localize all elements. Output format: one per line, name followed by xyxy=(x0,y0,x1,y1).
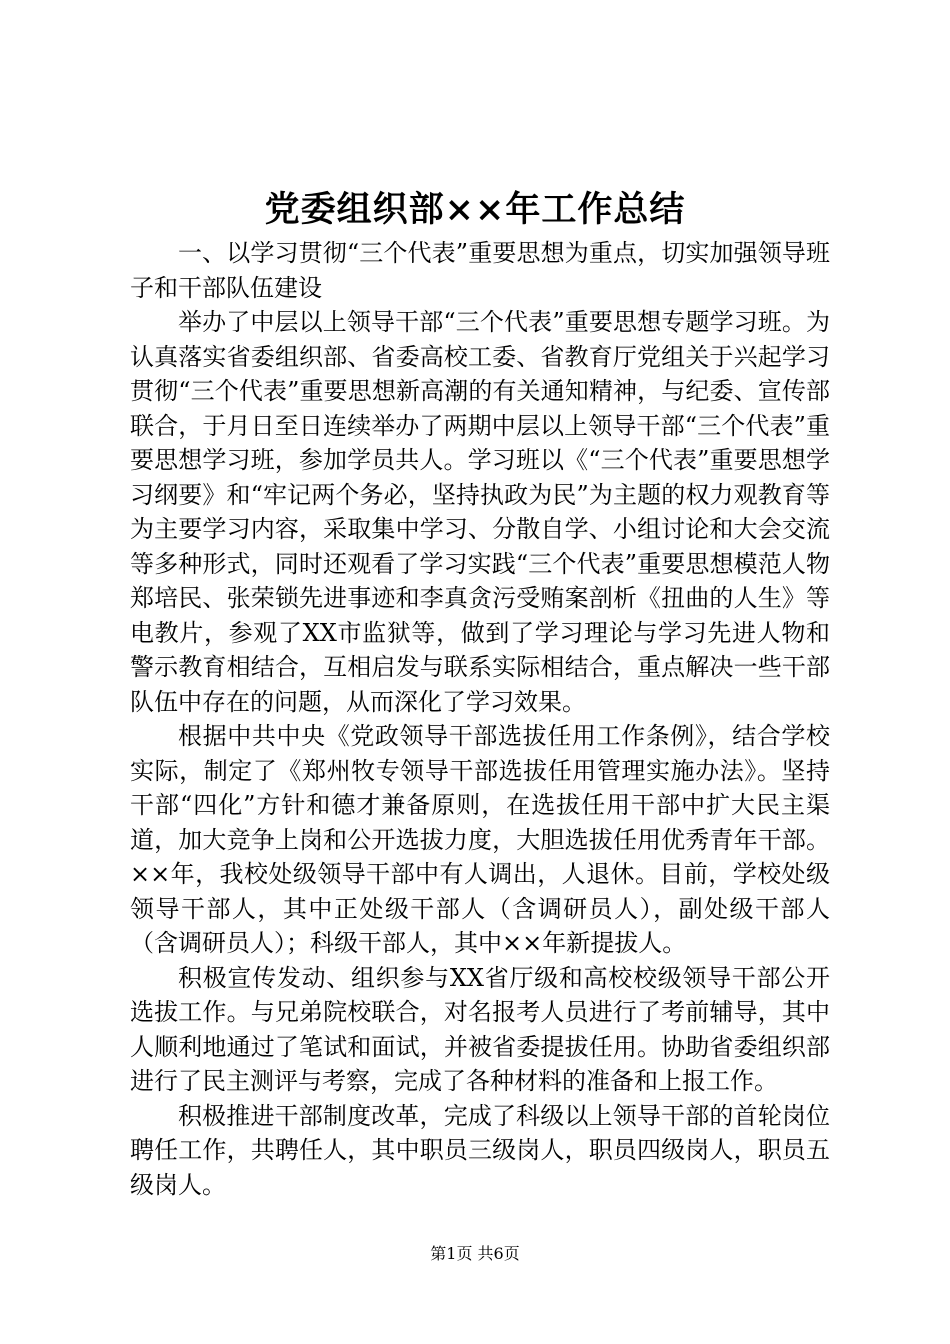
paragraph-system-reform: 积极推进干部制度改革，完成了科级以上领导干部的首轮岗位聘任工作，共聘任人，其中职员三级岗人，职员四级岗人，职员五级岗人。 xyxy=(130,1101,830,1199)
paragraph-section-heading: 一、以学习贯彻“三个代表”重要思想为重点，切实加强领导班子和干部队伍建设 xyxy=(130,239,830,302)
paragraph-public-selection: 积极宣传发动、组织参与XX省厅级和高校校级领导干部公开选拔工作。与兄弟院校联合，对名报考人员进行了考前辅导，其中人顺利地通过了笔试和面试，并被省委提拔任用。协助省委组织部进行了民主测评与考察，完成了各种材料的准备和上报工作。 xyxy=(130,963,830,1095)
paragraph-cadre-selection: 根据中共中央《党政领导干部选拔任用工作条例》，结合学校实际，制定了《郑州牧专领导干部选拔任用管理实施办法》。坚持干部“四化”方针和德才兼备原则，在选拔任用干部中扩大民主渠道，加大竞争上岗和公开选拔力度，大胆选拔任用优秀青年干部。××年，我校处级领导干部中有人调出，人退休。目前，学校处级领导干部人，其中正处级干部人（含调研员人），副处级干部人（含调研员人）；科级干部人，其中××年新提拔人。 xyxy=(130,722,830,957)
paragraph-study-class: 举办了中层以上领导干部“三个代表”重要思想专题学习班。为认真落实省委组织部、省委高校工委、省教育厅党组关于兴起学习贯彻“三个代表”重要思想新高潮的有关通知精神，与纪委、宣传部联合，于月日至日连续举办了两期中层以上领导干部“三个代表”重要思想学习班，参加学员共人。学习班以《“三个代表”重要思想学习纲要》和“牢记两个务必，坚持执政为民”为主题的权力观教育等为主要学习内容，采取集中学习、分散自学、小组讨论和大会交流等多种形式，同时还观看了学习实践“三个代表”重要思想模范人物郑培民、张荣锁先进事迹和李真贪污受贿案剖析《扭曲的人生》等电教片，参观了XX市监狱等，做到了学习理论与学习先进人物和警示教育相结合，互相启发与联系实际相结合，重点解决一些干部队伍中存在的问题，从而深化了学习效果。 xyxy=(130,308,830,716)
document-body xyxy=(130,236,830,1202)
document-title: 党委组织部××年工作总结 xyxy=(264,189,686,230)
page-number-footer: 第1页 共6页 xyxy=(430,1244,520,1263)
